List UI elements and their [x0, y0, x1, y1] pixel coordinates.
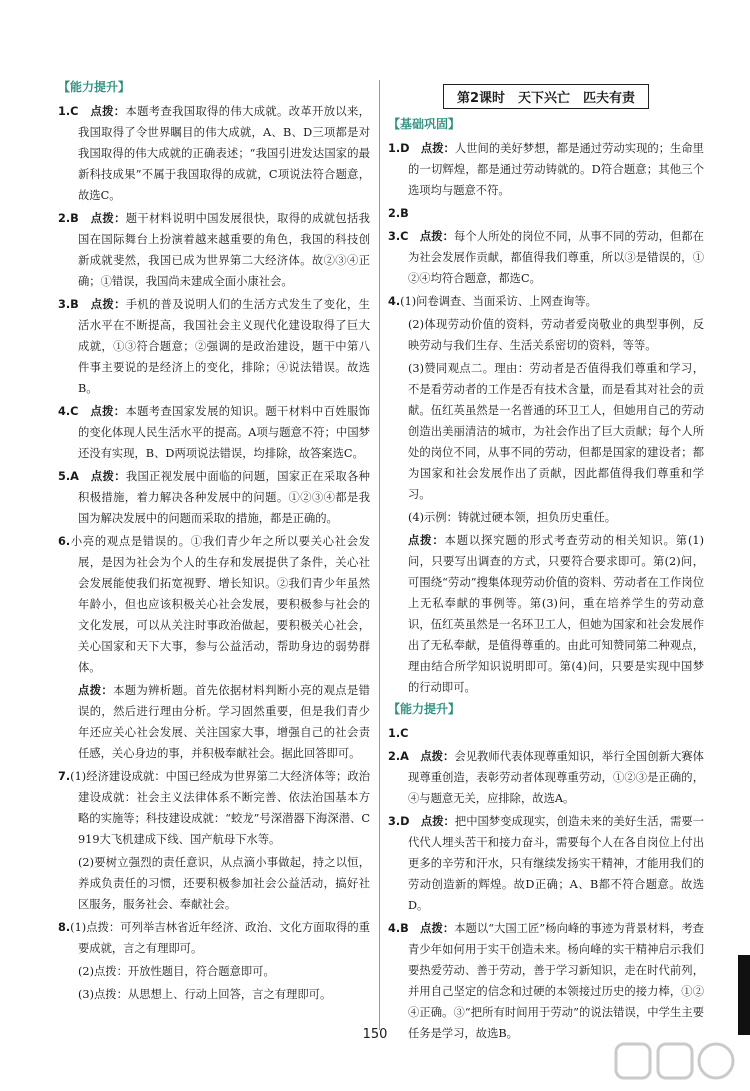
answer-text: 题干材料说明中国发展很快，取得的成就包括我国在国际舞台上扮演着越来越重要的角色，我国的科技创新成就斐然，我国已成为世界第二大经济体。故②③④正确；①错误，我国尚未建成全面小康社会。	[78, 212, 370, 288]
tip-label: 点拨：	[408, 534, 445, 547]
answer-text: 本题以“大国工匠”杨向峰的事迹为背景材料，考查青少年如何用于实干创造未来。杨向峰的实干精神启示我们要热爱劳动、善于劳动，善于学习新知识，走在时代前列，并用自己坚定的信念和过硬的本领接过历史的接力棒，①②④正确。③“把所有时间用于劳动”的说法错误，中学生主要任务是学习，故选B。	[408, 922, 704, 1040]
answer-text: (2)体现劳动价值的资料，劳动者爱岗敬业的典型事例，反映劳动与我们生存、生活关系密切的资料，等等。	[408, 318, 704, 352]
side-edge-tab	[738, 955, 750, 1035]
section-heading-ability: 【能力提升】	[58, 80, 131, 94]
answer-item	[388, 918, 704, 1044]
answer-number: 2.	[388, 207, 401, 220]
answer-text: 本题以探究题的形式考查劳动的相关知识。第(1)问，只要写出调查的方式，只要符合要求即可。第(2)问，可围绕“劳动”搜集体现劳动价值的资料、劳动者在工作岗位上无私奉献的事例等。第(3)问，重在培养学生的劳动意识，伍红英虽然是一名环卫工人，但她为国家和社会发展作出了无私奉献，是值得尊重的。由此可知赞同第二种观点，理由结合所学知识说明即可。第(4)问，只要是实现中国梦的行动即可。	[408, 534, 704, 694]
answer-item	[58, 917, 370, 959]
answer-item	[58, 208, 370, 292]
section-heading-basic: 【基础巩固】	[388, 117, 461, 131]
answer-choice: C	[400, 230, 409, 243]
answer-choice: B	[400, 207, 409, 220]
answer-text: 本题考查我国取得的伟大成就。改革开放以来，我国取得了令世界瞩目的伟大成就，A、B、D三项都是对我国取得的伟大成就的正确表述；“我国引进发达国家的最新科技成果”不属于我国取得的成就，C项说法符合题意，故选C。	[78, 105, 370, 202]
answer-item	[388, 358, 704, 505]
answer-number: 3.	[58, 298, 71, 311]
tip-label: 点拨：	[420, 750, 455, 763]
answer-number: 6.	[58, 535, 71, 548]
answer-choice: C	[400, 727, 409, 740]
left-answers	[58, 101, 370, 1005]
answer-number: 4.	[388, 922, 401, 935]
answer-text: 人世间的美好梦想，都是通过劳动实现的；生命里的一切辉煌，都是通过劳动铸就的。D符合题意；其他三个选项均与题意不符。	[408, 142, 704, 197]
right-column	[388, 78, 704, 1046]
answer-number: 1.	[58, 105, 71, 118]
answer-text: 本题考查国家发展的知识。题干材料中百姓服饰的变化体现人民生活水平的提高。A项与题意不符；中国梦还没有实现，B、D两项说法错误，均排除，故答案选C。	[78, 405, 370, 460]
watermark-logo	[614, 1040, 736, 1086]
answer-number: 3.	[388, 230, 401, 243]
tip-label: 点拨：	[420, 815, 455, 828]
page-number: 150	[362, 1027, 388, 1042]
answer-choice: D	[400, 815, 410, 828]
tip-label: 点拨：	[90, 405, 126, 418]
answer-item	[388, 138, 704, 201]
answer-text: 把中国梦变成现实，创造未来的美好生活，需要一代代人埋头苦干和接力奋斗，需要每个人在各自岗位上付出更多的辛劳和汗水，只有继续发扬实干精神，才能用我们的劳动创造新的辉煌。故D正确；A、B都不符合题意。故选D。	[408, 815, 704, 912]
answer-number: 8.	[58, 921, 71, 934]
lesson-title: 第2课时 天下兴亡 匹夫有责	[443, 84, 649, 109]
answer-item	[58, 766, 370, 850]
answer-choice: A	[400, 750, 409, 763]
answer-text: (3)赞同观点二。理由：劳动者是否值得我们尊重和学习，不是看劳动者的工作是否有技术含量，而是看其对社会的贡献。伍红英虽然是一名普通的环卫工人，但她用自己的劳动创造出美丽清洁的城市，为社会作出了巨大贡献；每个人所处的岗位不同，从事不同的劳动，但都是国家的建设者；都为国家和社会发展作出了贡献，因此都值得我们尊重和学习。	[408, 362, 704, 501]
answer-item	[388, 226, 704, 289]
answer-choice: B	[70, 212, 79, 225]
answer-item	[58, 401, 370, 464]
tip-label: 点拨：	[420, 142, 455, 155]
answer-item	[388, 811, 704, 916]
tip-label: 点拨：	[78, 684, 114, 697]
answer-text: 每个人所处的岗位不同，从事不同的劳动，但都在为社会发展作贡献，都值得我们尊重，所以③是错误的，①②④均符合题意，都选C。	[408, 230, 704, 285]
left-column	[58, 78, 370, 1007]
section-heading-advance: 【能力提升】	[388, 702, 461, 716]
tip-label: 点拨：	[90, 470, 126, 483]
answer-choice: B	[70, 298, 79, 311]
answer-number: 7.	[58, 770, 71, 783]
answer-text: 会见教师代表体现尊重知识，举行全国创新大赛体现尊重创造，表彰劳动者体现尊重劳动，①②③是正确的，④与题意无关，应排除，故选A。	[408, 750, 704, 805]
answer-text: (2)点拨：开放性题目，符合题意即可。	[78, 965, 275, 978]
answer-item	[58, 961, 370, 982]
advance-answers	[388, 723, 704, 1044]
tip-label: 点拨：	[90, 105, 126, 118]
answer-item	[58, 680, 370, 764]
answer-item	[388, 507, 704, 528]
answer-choice: A	[70, 470, 79, 483]
answer-choice: C	[70, 105, 79, 118]
answer-choice: D	[400, 142, 410, 155]
answer-number: 4.	[388, 295, 401, 308]
answer-item	[58, 852, 370, 915]
answer-item	[388, 746, 704, 809]
answer-item	[388, 203, 704, 224]
answer-item	[388, 723, 704, 744]
answer-item	[388, 291, 704, 312]
answer-text: (1)经济建设成就：中国已经成为世界第二大经济体等；政治建设成就：社会主义法律体系不断完善、依法治国基本方略的实施等；科技建设成就：“蛟龙”号深潜器下海深潜、C919大飞机建成下线、国产航母下水等。	[70, 770, 370, 846]
answer-item	[58, 101, 370, 206]
tip-label: 点拨：	[90, 298, 126, 311]
answer-text: 本题为辨析题。首先依据材料判断小亮的观点是错误的，然后进行理由分析。学习固然重要，但是我们青少年还应关心社会发展、关注国家大事，增强自己的社会责任感，关心身边的事，并积极奉献社会。据此回答即可。	[78, 684, 370, 760]
tip-label: 点拨：	[420, 922, 455, 935]
tip-label: 点拨：	[90, 212, 126, 225]
answer-text: (4)示例：铸就过硬本领，担负历史重任。	[408, 511, 617, 524]
answer-number: 2.	[388, 750, 401, 763]
answer-choice: C	[70, 405, 79, 418]
answer-text: (3)点拨：从思想上、行动上回答，言之有理即可。	[78, 988, 332, 1001]
answer-text: (1)点拨：可列举吉林省近年经济、政治、文化方面取得的重要成就，言之有理即可。	[70, 921, 370, 955]
answer-text: 小亮的观点是错误的。①我们青少年之所以要关心社会发展，是因为社会为个人的生存和发展提供了条件，关心社会发展能使我们拓宽视野、增长知识。②我们青少年虽然年龄小，但也应该积极关心社会发展，要积极参与社会的文化发展，可以从关注时事政治做起，要积极关心社会，关心国家和天下大事，参与公益活动，帮助身边的弱势群体。	[70, 535, 370, 674]
answer-text: (1)问卷调查、当面采访、上网查询等。	[400, 295, 597, 308]
answer-number: 5.	[58, 470, 71, 483]
answer-number: 4.	[58, 405, 71, 418]
answer-item	[388, 314, 704, 356]
answer-text: (2)要树立强烈的责任意识，从点滴小事做起，持之以恒，养成负责任的习惯，还要积极参加社会公益活动，搞好社区服务，服务社会、奉献社会。	[78, 856, 370, 911]
answer-choice: B	[400, 922, 409, 935]
answer-number: 3.	[388, 815, 401, 828]
answer-item	[58, 531, 370, 678]
answer-item	[388, 530, 704, 698]
answer-number: 1.	[388, 727, 401, 740]
basic-answers	[388, 138, 704, 698]
answer-item	[58, 466, 370, 529]
answer-text: 我国正视发展中面临的问题，国家正在采取各种积极措施，着力解决各种发展中的问题。①②③④都是我国为解决发展中的问题而采取的措施，都是正确的。	[78, 470, 370, 525]
answer-number: 1.	[388, 142, 401, 155]
answer-number: 2.	[58, 212, 71, 225]
answer-item	[58, 294, 370, 399]
answer-text: 手机的普及说明人们的生活方式发生了变化，生活水平在不断提高，我国社会主义现代化建设取得了巨大成就，①③符合题意；②强调的是政治建设，题干中第八件事主要说的是经济上的变化，排除；④说法错误。故选B。	[78, 298, 370, 395]
answer-item	[58, 984, 370, 1005]
column-divider	[379, 80, 380, 1030]
tip-label: 点拨：	[419, 230, 454, 243]
